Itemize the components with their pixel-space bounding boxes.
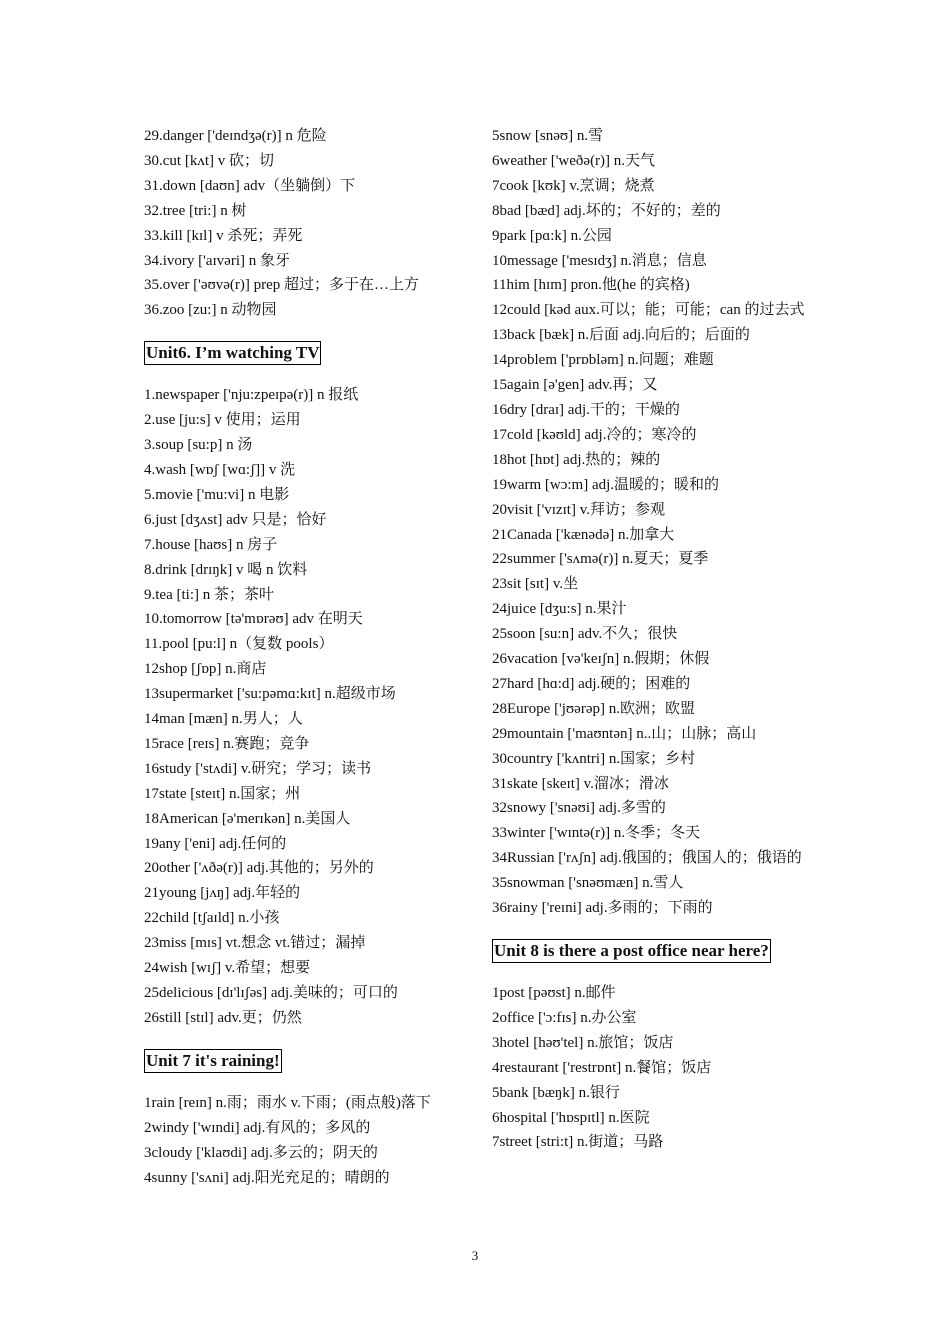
vocab-entry: 26still [stɪl] adv.更；仍然 xyxy=(144,1009,302,1026)
vocab-entry: 5snow [snəʊ] n.雪 xyxy=(492,128,604,144)
left-column xyxy=(144,124,469,1190)
vocab-entry: 17cold [kəʊld] adj.冷的；寒冷的 xyxy=(492,426,697,443)
vocab-entry: 28Europe ['jʊərəp] n.欧洲；欧盟 xyxy=(492,700,695,717)
vocab-entry: 3.soup [su:p] n 汤 xyxy=(144,437,253,454)
vocab-entry: 2.use [ju:s] v 使用；运用 xyxy=(144,412,301,429)
vocab-entry: 27hard [hɑ:d] adj.硬的；困难的 xyxy=(492,675,691,692)
vocab-entry: 16study ['stʌdi] v.研究；学习；读书 xyxy=(144,760,372,777)
vocab-entry: 32snowy ['snəʊi] adj.多雪的 xyxy=(492,800,666,817)
vocab-entry: 20other ['ʌðə(r)] adj.其他的；另外的 xyxy=(144,860,374,877)
vocab-entry: 1post [pəʊst] n.邮件 xyxy=(492,985,616,1001)
vocab-entry: 33winter ['wɪntə(r)] n.冬季；冬天 xyxy=(492,825,701,842)
vocab-entry: 34.ivory ['aɪvəri] n 象牙 xyxy=(144,252,291,269)
vocab-entry: 7cook [kʊk] v.烹调；烧煮 xyxy=(492,177,655,194)
vocab-entry: 31skate [skeɪt] v.溜冰；滑冰 xyxy=(492,775,669,792)
vocab-entry: 10message ['mesɪdʒ] n.消息；信息 xyxy=(492,252,707,269)
unit7-heading: Unit 7 it's raining! xyxy=(144,1049,282,1073)
vocab-entry: 14problem ['prɒbləm] n.问题；难题 xyxy=(492,352,714,369)
vocab-entry: 30country ['kʌntri] n.国家；乡村 xyxy=(492,750,696,767)
vocab-list-unit7-cont xyxy=(492,124,817,921)
vocab-entry: 20visit ['vɪzɪt] v.拜访；参观 xyxy=(492,501,665,518)
vocab-list-unit7 xyxy=(144,1091,469,1191)
vocab-entry: 6.just [dʒʌst] adv 只是；恰好 xyxy=(144,511,327,528)
vocab-entry: 21Canada ['kænədə] n.加拿大 xyxy=(492,526,675,543)
vocab-entry: 18American [ə'merɪkən] n.美国人 xyxy=(144,810,351,827)
vocab-entry: 32.tree [tri:] n 树 xyxy=(144,202,247,219)
vocab-entry: 35snowman ['snəʊmæn] n.雪人 xyxy=(492,875,684,892)
vocab-entry: 2windy ['wɪndi] adj.有风的；多风的 xyxy=(144,1119,371,1136)
vocab-entry: 4.wash [wɒʃ [wɑ:ʃ]] v 洗 xyxy=(144,461,296,478)
vocab-entry: 19warm [wɔ:m] adj.温暖的；暖和的 xyxy=(492,476,720,493)
unit6-heading: Unit6. I’m watching TV xyxy=(144,341,321,365)
vocab-entry: 7street [stri:t] n.街道；马路 xyxy=(492,1134,664,1151)
vocab-entry: 5bank [bæŋk] n.银行 xyxy=(492,1084,620,1101)
vocab-entry: 34Russian ['rʌʃn] adj.俄国的；俄国人的；俄语的 xyxy=(492,850,802,867)
vocab-entry: 6hospital ['hɒspɪtl] n.医院 xyxy=(492,1109,650,1126)
vocab-entry: 6weather ['weðə(r)] n.天气 xyxy=(492,152,656,169)
vocab-entry: 23miss [mɪs] vt.想念 vt.错过；漏掉 xyxy=(144,935,366,952)
vocab-entry: 4restaurant ['restrɒnt] n.餐馆；饭店 xyxy=(492,1059,712,1076)
vocab-entry: 10.tomorrow [tə'mɒrəʊ] adv 在明天 xyxy=(144,611,363,628)
unit8-heading: Unit 8 is there a post office near here? xyxy=(492,939,771,963)
vocab-entry: 2office ['ɔ:fɪs] n.办公室 xyxy=(492,1009,637,1026)
vocab-entry: 29.danger ['deɪndʒə(r)] n 危险 xyxy=(144,128,327,144)
vocab-entry: 24juice [dʒu:s] n.果汁 xyxy=(492,601,627,618)
vocab-entry: 3cloudy ['klaʊdi] adj.多云的；阴天的 xyxy=(144,1144,378,1161)
vocab-entry: 1.newspaper ['nju:zpeɪpə(r)] n 报纸 xyxy=(144,387,359,404)
vocab-entry: 36rainy ['reɪni] adj.多雨的；下雨的 xyxy=(492,900,713,917)
vocab-entry: 8.drink [drɪŋk] v 喝 n 饮料 xyxy=(144,561,308,578)
vocab-entry: 8bad [bæd] adj.坏的；不好的；差的 xyxy=(492,202,721,219)
vocab-entry: 21young [jʌŋ] adj.年轻的 xyxy=(144,885,301,902)
vocab-entry: 9.tea [ti:] n 茶；茶叶 xyxy=(144,586,274,603)
right-column xyxy=(492,124,817,1155)
vocab-entry: 30.cut [kʌt] v 砍；切 xyxy=(144,152,274,169)
vocab-list-unit6 xyxy=(144,383,469,1031)
vocab-entry: 18hot [hɒt] adj.热的；辣的 xyxy=(492,451,661,468)
vocab-entry: 16dry [draɪ] adj.干的；干燥的 xyxy=(492,401,680,418)
vocab-list-unit8 xyxy=(492,981,817,1155)
vocab-entry: 11him [hɪm] pron.他(he 的宾格) xyxy=(492,277,690,294)
page-number: 3 xyxy=(471,1248,479,1263)
vocab-entry: 19any ['eni] adj.任何的 xyxy=(144,835,287,852)
vocab-entry: 5.movie ['mu:vi] n 电影 xyxy=(144,486,290,503)
vocab-entry: 9park [pɑ:k] n.公园 xyxy=(492,227,612,244)
vocab-entry: 7.house [haʊs] n 房子 xyxy=(144,536,278,553)
vocab-entry: 31.down [daʊn] adv（坐躺倒）下 xyxy=(144,177,356,194)
vocab-entry: 4sunny ['sʌni] adj.阳光充足的；晴朗的 xyxy=(144,1169,390,1186)
vocab-entry: 25delicious [dɪ'lɪʃəs] adj.美味的；可口的 xyxy=(144,985,398,1001)
vocab-entry: 24wish [wɪʃ] v.希望；想要 xyxy=(144,960,311,977)
vocab-entry: 26vacation [və'keɪʃn] n.假期；休假 xyxy=(492,651,710,668)
vocab-entry: 25soon [su:n] adv.不久；很快 xyxy=(492,626,678,643)
vocab-entry: 13back [bæk] n.后面 adj.向后的；后面的 xyxy=(492,327,750,344)
vocab-entry: 35.over ['əʊvə(r)] prep 超过；多于在…上方 xyxy=(144,277,420,294)
vocab-entry: 3hotel [həʊ'tel] n.旅馆；饭店 xyxy=(492,1034,674,1051)
vocab-entry: 29mountain ['maʊntən] n..山；山脉；高山 xyxy=(492,725,757,742)
vocab-entry: 1rain [reɪn] n.雨；雨水 v.下雨；(雨点般)落下 xyxy=(144,1094,431,1111)
vocab-entry: 23sit [sɪt] v.坐 xyxy=(492,576,579,593)
vocab-entry: 15again [ə'gen] adv.再；又 xyxy=(492,377,658,394)
vocab-entry: 12shop [ʃɒp] n.商店 xyxy=(144,661,267,678)
vocab-entry: 22child [tʃaɪld] n.小孩 xyxy=(144,910,280,927)
vocab-entry: 14man [mæn] n.男人；人 xyxy=(144,711,303,728)
vocab-entry: 36.zoo [zu:] n 动物园 xyxy=(144,302,277,319)
vocab-entry: 33.kill [kɪl] v 杀死；弄死 xyxy=(144,227,303,244)
vocab-entry: 22summer ['sʌmə(r)] n.夏天；夏季 xyxy=(492,551,709,568)
vocab-entry: 17state [steɪt] n.国家；州 xyxy=(144,785,301,802)
vocab-list-unit5-end xyxy=(144,124,469,323)
vocab-entry: 13supermarket ['su:pəmɑ:kɪt] n.超级市场 xyxy=(144,686,396,703)
vocab-entry: 15race [reɪs] n.赛跑；竞争 xyxy=(144,735,310,752)
vocab-entry: 12could [kəd aux.可以；能；可能；can 的过去式 xyxy=(492,302,805,319)
vocab-entry: 11.pool [pu:l] n（复数 pools） xyxy=(144,636,334,653)
